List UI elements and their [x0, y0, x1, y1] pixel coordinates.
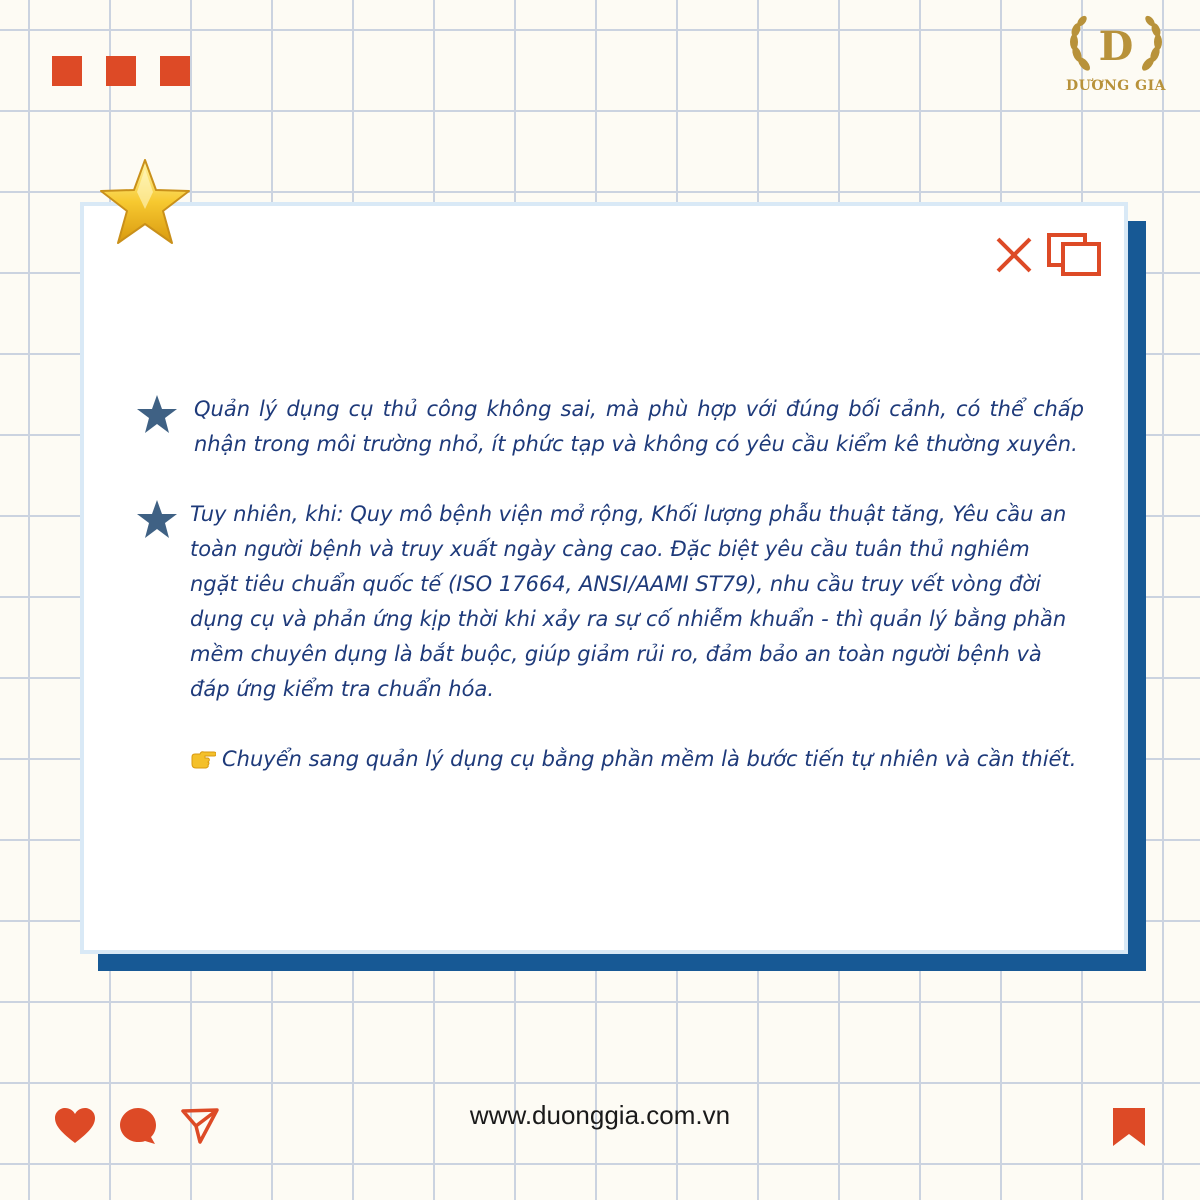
decorative-square	[160, 56, 190, 86]
pointing-hand-icon	[190, 750, 216, 770]
window-controls	[994, 232, 1104, 278]
decorative-squares	[52, 56, 190, 86]
bullet-star-icon	[136, 499, 178, 539]
logo-letter: D	[1098, 23, 1134, 70]
bookmark-icon[interactable]	[1112, 1107, 1146, 1147]
brand-name: DƯƠNG GIA	[1065, 78, 1167, 94]
paragraph-2: Tuy nhiên, khi: Quy mô bệnh viện mở rộng, Khối lượng phẫu thuật tăng, Yêu cầu an toàn người bệnh và truy xuất ngày càng cao. Đặc biệt yêu cầu tuân thủ nghiêm ngặt tiêu chuẩn quốc tế (ISO 17664, ANSI/AAMI ST79), nhu cầu truy vết vòng đời dụng cụ và phản ứng kịp thời khi xảy ra sự cố nhiễm khuẩn - thì quản lý bằng phần mềm chuyên dụng là bắt buộc, giúp giảm rủi ro, đảm bảo an toàn người bệnh và đáp ứng kiểm tra chuẩn hóa.	[190, 502, 1067, 701]
conclusion-text: Chuyển sang quản lý dụng cụ bằng phần mềm là bước tiến tự nhiên và cần thiết.	[222, 747, 1077, 771]
website-url[interactable]: www.duonggia.com.vn	[469, 1100, 731, 1130]
star-icon	[97, 157, 193, 247]
brand-logo	[1058, 14, 1174, 100]
decorative-square	[52, 56, 82, 86]
decorative-square	[106, 56, 136, 86]
restore-window-icon[interactable]	[1046, 232, 1104, 278]
close-icon[interactable]	[994, 235, 1034, 275]
laurel-icon	[1058, 14, 1174, 80]
paragraph-1: Quản lý dụng cụ thủ công không sai, mà phù hợp với đúng bối cảnh, có thể chấp nhận trong môi trường nhỏ, ít phức tạp và không có yêu cầu kiểm kê thường xuyên.	[194, 397, 1084, 456]
bullet-star-icon	[136, 394, 178, 434]
conclusion-line	[190, 742, 1090, 777]
